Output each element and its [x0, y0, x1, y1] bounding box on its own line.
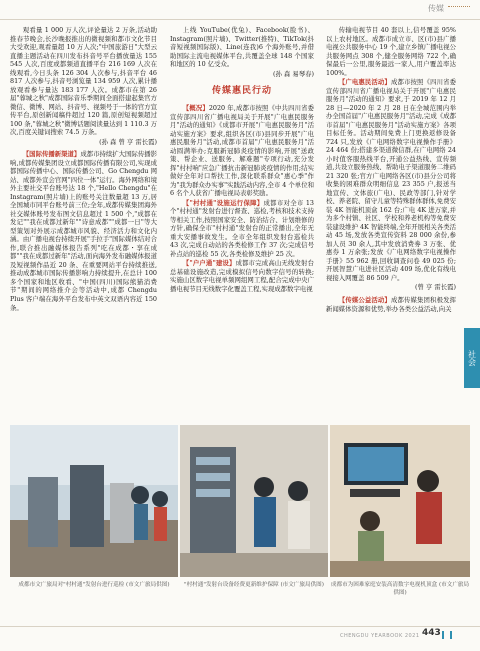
paragraph-body: 成都市完成高山无线发射台总基础设施改造,完成模拟信号向数字信号的转换;实施山区数字电视单频网组网工程,配合完成中央广播电视节目无线数字化覆盖工程,实现成都数字电视: [170, 259, 314, 293]
photo-caption: 成都市文广旅局对"村村通"发射台进行巡检 (市文广旅局供图): [18, 582, 170, 588]
paragraph-body: 2020 年,成都市按照《中共四川省委宣传部四川省广播电视局关于开展"广电惠民服务月"活动的通知》《成都市开展"广电惠民服务月"活动实施方案》要求,组织各区(市)县同步开展"广电惠民服务月"活动,成都市首届"广电惠民服务月"活动圆满举办;克服新冠肺炎疫情的影响,开展"送政策、帮企业、送服务、解难题"专项行动,充分发挥"村村响"应急广播抗击新冠肺炎疫情的作用;结实做好全年对口帮扶工作,深化联系群众"惠心季"作为"我为群众办实事"实践活动内容,全市 4 个单位和 6 名个人获省广播电视局表彰奖励。: [170, 104, 314, 198]
paragraph: [10, 150, 157, 312]
photo-transmitter-inspection: [10, 425, 178, 577]
header-title: 传媒: [428, 4, 444, 13]
section-tag: 【广电惠民活动】: [338, 78, 391, 87]
paragraph: [170, 259, 314, 293]
paragraph-body: 成都传媒集团积极发挥新闻媒体资源和优势,举办各类公益活动,向关: [326, 295, 456, 313]
paragraph-body: 成都市按照《四川省委宣传部四川省广播电视局关于开展"广电惠民服务月"活动的通知》要求,于 2019 年 12 月 28 日—2020 年 2 月 28 日在全城范围内举办全国首届"广电惠民服务月"活动,完成《成都市首届"广电惠民服务月"活动实施方案》各项目标任务。活动期间免费上门更换返修设备 724 只,发放《广电网络数字电视操作手册》24 464 份;搭建多渠道微信群,在广电网络 24 小时值客服热线平台,开通公益热线、宣传频道,共设立服务热线、帮助电子渠道服务二维码 21 320 张;官方广电网络各区(市)县分公司将收集的困难群众明细信息 23 355 户,报送当地宣传、文体旅(广电)、民政等部门,针对学校、养老院、留守儿童等特殊群体群体,免费安装 4K 智能机顶盒 162 台;广电 4K 进万家,并为多个村镇、社区、学校和养老机构等免费安装建设维护 4K 智能终端,全年开展相关各类活动 45 场,发放各类宣传资料 28 000 余份,参加人员 30 余人,其中发放消费劵 3 万张、优惠券 1 万余张;发放《广电网络数字电视操作手册》55 962 册,回收调查问卷 49 025 份;开展智慧广电进社区活动 409 场,优化有线电视接入网覆盖 86 509 户。: [326, 78, 456, 282]
byline: (孙 森 易琴春): [272, 69, 314, 78]
section-tag: 【国际传播新渠道】: [22, 150, 81, 159]
paragraph-body: 成都市对全市 13 个"村村通"发射台进行督查、巡检,考核和技术支持等相关工作,按照国家安全、防治结合、计划维修的方针,确保全市"村村通"发射台的正常播出,全年无重大安播事故发生。全市全年组织发射台巡检共 43 次,完成自动站的各类检修工作 37 次;完成信号补点站的巡检 55 次,各类检修及维护 25 次。: [170, 198, 314, 258]
byline: (孙 森 曾 亨 雷长霞): [99, 137, 157, 146]
paragraph: 上线 YouTube(优兔)、Facebook(脸书)、Instagram(照片墙)、Twitter(推特)、TikTok(抖音短视频国际版)、Line(连我)6 个海外账号,并借助国际主流电视媒体平台,共覆盖全球 148 个国家和地区的 10 亿受众。: [170, 26, 314, 69]
section-tag: 【传媒公益活动】: [338, 295, 391, 304]
section-side-tab: 社会: [464, 328, 480, 388]
photo-equipment-maintenance: [180, 425, 328, 577]
paragraph: [170, 199, 314, 259]
running-header: [0, 0, 480, 20]
section-tag: 【"村村通"设施运行保障】: [182, 198, 264, 207]
column-middle: [170, 26, 314, 426]
footer-label: CHENGDU YEARBOOK 2021: [340, 633, 420, 639]
paragraph: [170, 104, 314, 198]
column-right: [326, 26, 456, 426]
section-tag: 【"户户通"建设】: [182, 259, 236, 268]
photo-set-top-box-installation: [330, 425, 470, 577]
column-left: [10, 26, 157, 426]
page-marker-icon: [442, 631, 452, 639]
header-ornament: [448, 6, 470, 13]
page-number: 443: [422, 628, 441, 638]
paragraph: 传输电视节目 40 套以上,信号覆盖 95% 以上农村地区。成都市成立市、区(市)县广播电视公共服务中心 19 个,建立乡镇广播电视公共服务网点 308 个,健全服务网络 722 个,确保最后一公里,服务最远一家人,用户覆盖率达 100%。: [326, 26, 456, 77]
photo-caption: "村村通"发射台设备经费更新维护保障 (市文广旅局供图): [184, 582, 324, 588]
section-heading: 传媒惠民行动: [211, 86, 272, 97]
paragraph-body: 成都市持续扩大国际传播影响,成都传媒集团设立成都国际传播有限公司,实现成都国际传播中心、国际传播公司、Go Chengdu 网站、成都外宣会官网"四位一体"运行。海外网络和境外主要社交平台账号达 18 个,"Hello Chengdu"在 Instagram(照片墙)上的账号关注数量超 13 万,居全国城市同平台账号前三位;全年,成都传媒集团海外社交媒体账号发布图文信息超过 1 500 个,"成都在发记""我在成都过新年""诗意成都""成都一日"等大型策划对外展示成都城市风貌、经济活力和文化内涵。由广播电视台持续开展"手拉手"国际媒体结对合作,联合推出融媒体报告系列"吃在成都・享在成都""我在成都过新年"活动,面向海外发布融媒体报道及短视频作品近 20 条、在重要网站平台持续推送,推动成都城市国际传播影响力持续提升,在总计 100 多个国家和地区收看、"中国(四川)国际熊猫消费节"期间的网络推介会等活动中,成都 Chengdu Plus 客户端在海外平台发布中英文双语内容近 150 条。: [10, 150, 157, 312]
photo-caption: 成都市为困难家庭安装高清数字电视机顶盒 (市文广旅局供图): [330, 582, 470, 596]
paragraph: [326, 78, 456, 282]
paragraph: [326, 296, 456, 313]
paragraph: 观看量 1 000 万人次,评论量达 2 万条,活动助推春节晚会,长沙晚报推出的微视频和都市文化节目大受欢迎,观看量超 10 万人次;"中国旅游日"大型云直播主题活动在四川发布抖音号平台播放量达 155 545 人次,百度或都频道直播平台 216 169 人次在线观看,今日头条 126 304 人次参与,抖音平台 46 817 人次参与,抖音号浏览量 134 959 人次,累计播放观看参与量达 183 177 人次。成都市在第 26 届"蓉城之秋"成都国际音乐季期间全面搭建起集官方微信、微博、网站、抖音号、视频号于一体的官方宣传平台,原创新闻稿件超过 120 篇,原创短视频超过 100 条,"蓉城之秋"微博话题阅读量达到 1 110.3 万次,百度关键词搜索 74.5 万条。: [10, 26, 157, 137]
section-tag: 【概况】: [182, 104, 209, 113]
footer-divider: [0, 626, 480, 628]
byline: (曾 亨 雷长霞): [414, 283, 456, 292]
